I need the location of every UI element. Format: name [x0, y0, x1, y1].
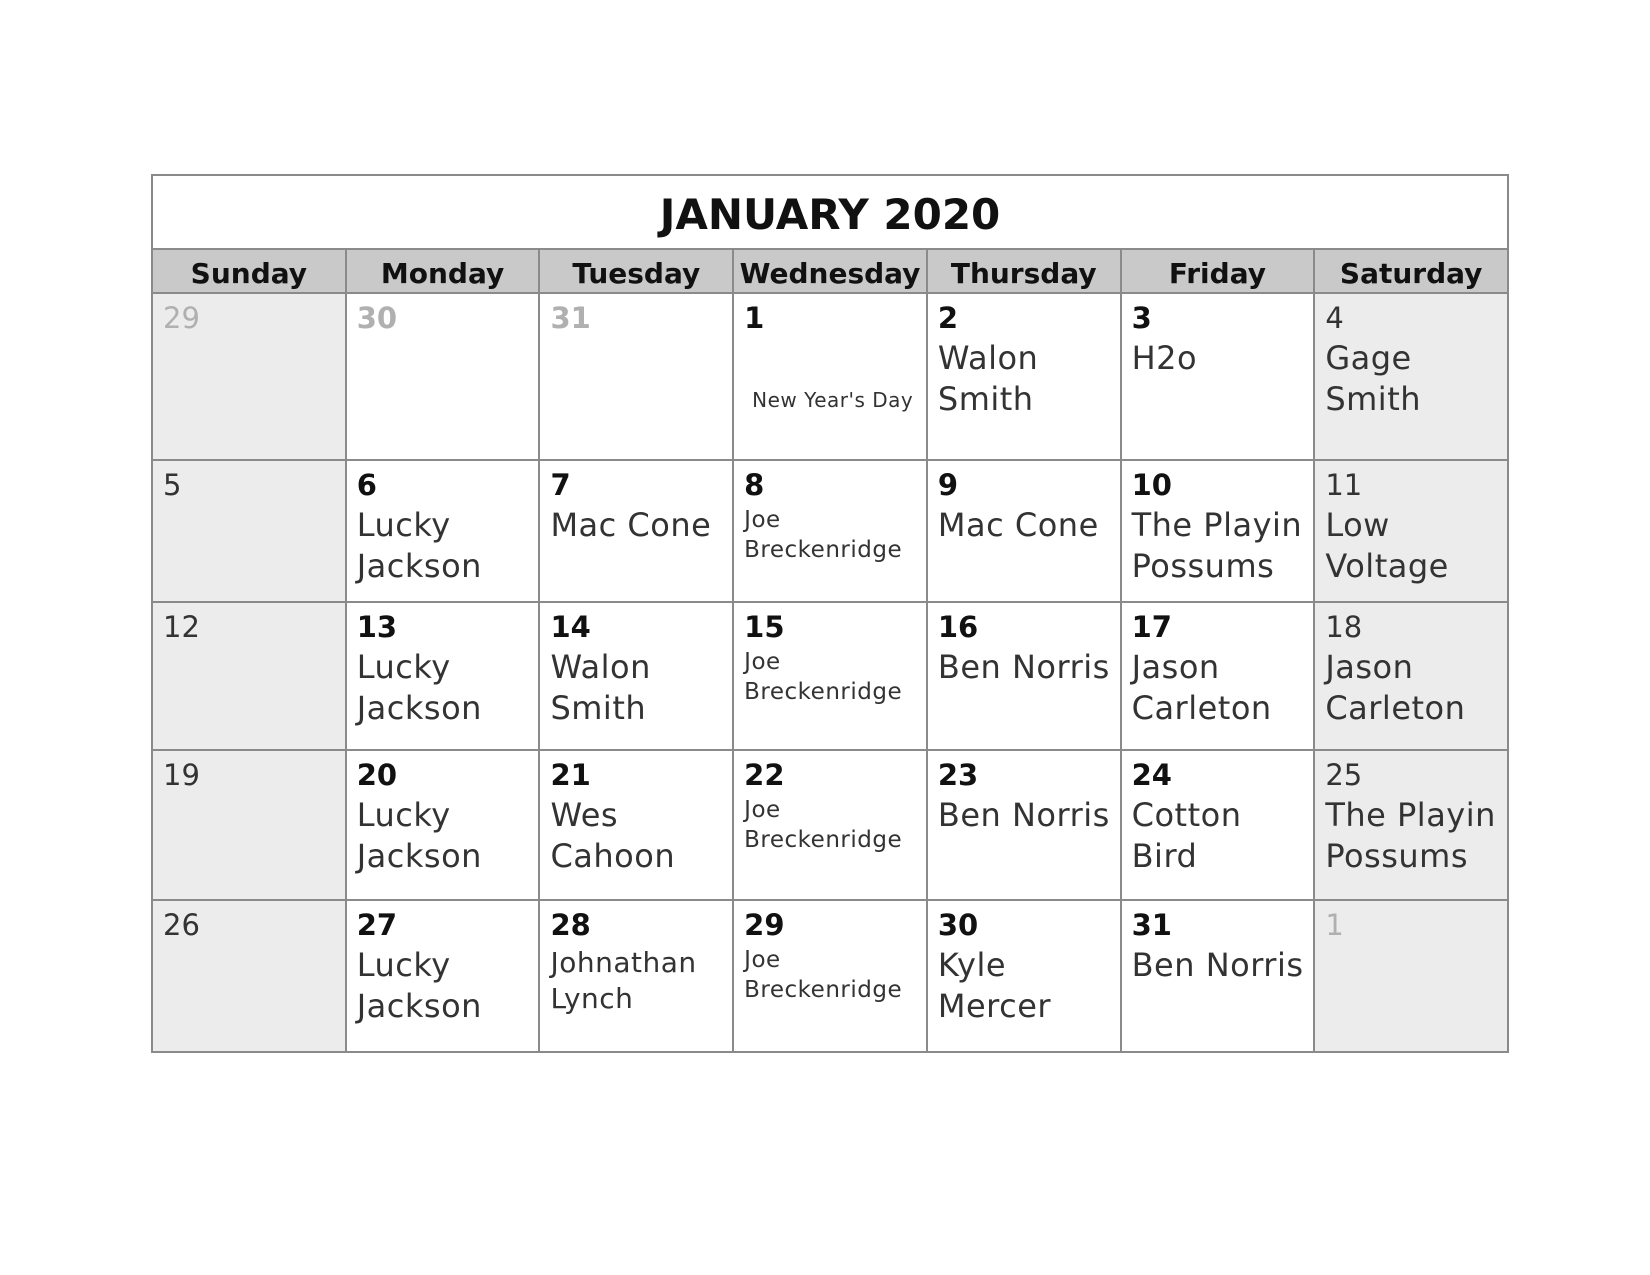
event-label: Joe Breckenridge	[744, 649, 903, 705]
day-number: 3	[1131, 301, 1152, 335]
event-label: Joe Breckenridge	[744, 797, 903, 853]
calendar	[151, 174, 1509, 1053]
day-number: 16	[937, 610, 979, 644]
day-number: 24	[1131, 758, 1172, 792]
day-cell[interactable]	[153, 901, 347, 1053]
week-row	[153, 901, 1509, 1053]
day-cell[interactable]	[540, 461, 734, 603]
day-number: 17	[1131, 610, 1172, 644]
day-number: 12	[163, 610, 200, 644]
calendar-grid	[153, 294, 1509, 1053]
day-cell[interactable]	[1315, 294, 1509, 461]
day-number: 9	[937, 468, 959, 502]
day-number: 1	[744, 301, 765, 335]
event-label: Gage Smith	[1325, 339, 1422, 418]
day-cell[interactable]	[347, 294, 541, 461]
day-cell[interactable]	[1122, 751, 1316, 901]
day-cell[interactable]	[1315, 901, 1509, 1053]
weekday-header-monday: Monday	[347, 250, 541, 294]
weekday-header-tuesday: Tuesday	[540, 250, 734, 294]
day-cell[interactable]	[928, 294, 1122, 461]
event-label: Wes Cahoon	[550, 796, 676, 875]
weekday-header-thursday: Thursday	[928, 250, 1122, 294]
event-label: The Playin Possums	[1325, 796, 1496, 875]
day-cell[interactable]	[928, 461, 1122, 603]
event-label: Lucky Jackson	[356, 946, 482, 1025]
event-label: Johnathan Lynch	[550, 946, 697, 1015]
day-number: 21	[550, 758, 591, 792]
week-row	[153, 461, 1509, 603]
weekday-header-wednesday: Wednesday	[734, 250, 928, 294]
day-cell[interactable]	[540, 751, 734, 901]
day-number: 26	[163, 908, 200, 942]
event-label: Cotton Bird	[1131, 796, 1242, 875]
day-number: 10	[1131, 468, 1172, 502]
day-cell[interactable]	[347, 461, 541, 603]
day-cell[interactable]	[734, 901, 928, 1053]
day-cell[interactable]	[347, 603, 541, 751]
day-number: 20	[356, 758, 398, 792]
weekday-header-sunday: Sunday	[153, 250, 347, 294]
day-number: 14	[550, 610, 591, 644]
day-cell[interactable]	[153, 751, 347, 901]
day-number: 19	[163, 758, 200, 792]
day-number: 30	[937, 908, 979, 942]
event-label: Jason Carleton	[1131, 648, 1272, 727]
day-cell[interactable]	[540, 294, 734, 461]
day-cell[interactable]	[153, 294, 347, 461]
calendar-title: JANUARY 2020	[153, 176, 1509, 250]
day-cell[interactable]	[928, 901, 1122, 1053]
week-row	[153, 603, 1509, 751]
day-cell[interactable]	[734, 751, 928, 901]
day-number: 29	[163, 301, 200, 335]
event-label: Walon Smith	[937, 339, 1039, 418]
week-row	[153, 751, 1509, 901]
event-label: The Playin Possums	[1131, 506, 1303, 585]
day-number: 5	[163, 468, 182, 502]
day-number: 2	[937, 301, 959, 335]
day-number: 23	[937, 758, 979, 792]
day-cell[interactable]	[734, 603, 928, 751]
day-cell[interactable]	[734, 294, 928, 461]
day-cell[interactable]	[540, 603, 734, 751]
day-number: 27	[356, 908, 398, 942]
day-number: 4	[1325, 301, 1344, 335]
day-cell[interactable]	[1315, 603, 1509, 751]
event-label: Lucky Jackson	[356, 796, 482, 875]
day-number: 22	[744, 758, 785, 792]
day-number: 28	[550, 908, 591, 942]
day-number: 13	[356, 610, 398, 644]
day-cell[interactable]	[153, 461, 347, 603]
weekday-header-friday: Friday	[1122, 250, 1316, 294]
day-cell[interactable]	[1122, 294, 1316, 461]
event-label: Ben Norris	[937, 648, 1110, 686]
day-number: 31	[1131, 908, 1172, 942]
day-number: 30	[356, 301, 398, 335]
event-label: Joe Breckenridge	[744, 947, 903, 1003]
event-label: Mac Cone	[550, 506, 712, 544]
day-cell[interactable]	[1122, 461, 1316, 603]
day-cell[interactable]	[347, 901, 541, 1053]
event-label: Mac Cone	[937, 506, 1099, 544]
holiday-label: New Year's Day	[752, 388, 914, 412]
day-number: 25	[1325, 758, 1363, 792]
day-number: 11	[1325, 468, 1363, 502]
day-cell[interactable]	[153, 603, 347, 751]
day-cell[interactable]	[347, 751, 541, 901]
event-label: Lucky Jackson	[356, 648, 482, 727]
day-cell[interactable]	[1122, 603, 1316, 751]
day-cell[interactable]	[540, 901, 734, 1053]
event-label: Low Voltage	[1325, 506, 1449, 585]
day-cell[interactable]	[734, 461, 928, 603]
event-label: Kyle Mercer	[937, 946, 1052, 1025]
day-number: 31	[550, 301, 591, 335]
event-label: H2o	[1131, 339, 1198, 377]
day-number: 1	[1325, 908, 1344, 942]
day-number: 18	[1325, 610, 1363, 644]
day-number: 8	[744, 468, 765, 502]
event-label: Jason Carleton	[1325, 648, 1466, 727]
event-label: Joe Breckenridge	[744, 507, 903, 563]
weekday-header-saturday: Saturday	[1315, 250, 1509, 294]
day-number: 15	[744, 610, 785, 644]
weekday-header-row	[153, 250, 1509, 294]
day-cell[interactable]	[928, 603, 1122, 751]
day-cell[interactable]	[1315, 461, 1509, 603]
day-number: 29	[744, 908, 785, 942]
event-label: Walon Smith	[550, 648, 651, 727]
event-label: Lucky Jackson	[356, 506, 482, 585]
event-label: Ben Norris	[1131, 946, 1304, 984]
day-number: 6	[356, 468, 377, 502]
day-cell[interactable]	[1122, 901, 1316, 1053]
day-cell[interactable]	[928, 751, 1122, 901]
week-row	[153, 294, 1509, 461]
event-label: Ben Norris	[937, 796, 1110, 834]
day-number: 7	[550, 468, 571, 502]
day-cell[interactable]	[1315, 751, 1509, 901]
